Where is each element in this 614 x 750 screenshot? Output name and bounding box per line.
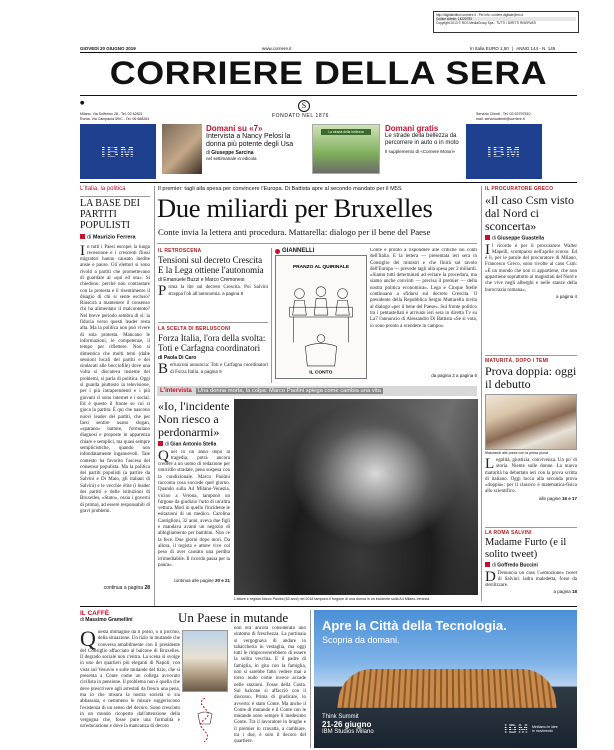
promo-seven-photo: [162, 124, 202, 174]
ibm-city-brand-sub: Mettiamo le idee in movimento: [532, 725, 558, 733]
ibm-city-building: [337, 669, 556, 708]
intervista-dropcap: Q: [158, 449, 169, 464]
editorial-left-author: Maurizio Ferrera: [92, 234, 136, 241]
intervista-photo-caption: L'attore e regista Marco Paolini (63 anni) nel 2018 tamponò il furgone di una donna in un incidente sulla A4 Milano-Venezia: [234, 597, 430, 601]
caffe-col2: non era ancora considerata uno sintomo di freschezza. La portinaia si vergognava di andare in tabaccheria in vestaglia, ma oggi tutti le rimprovererebbero di essere la solita vecchia. E il padre di famiglia, in gita con la famiglia, non si sarebbe fatto vedere mai a torso nudo come invece accade nelle stazioni. Fosse della Costa. Sul balcone si affacciò con il discorso. Prima di giudicare, lo avverto: è stato Conte. Ma anche il Conte di mutande e il Conte con le mutande sono sempre il medesimo Conte. Tra il lavoratore in braghe e il premier in cravatta, a cambiare, tra i due, è solo il decoro del quartiere.: [234, 626, 306, 745]
story-forza[interactable]: [158, 326, 268, 377]
ibm-city-brand: [504, 722, 560, 736]
promo-seven-kicker: Domani su «7»: [206, 124, 263, 133]
ibm-city-sub: Scopria da domani.: [322, 635, 400, 645]
story-furto-title: Madame Furto (e il solito tweet): [485, 537, 567, 560]
promo-motori-photo: [312, 124, 380, 174]
editorial-left-by: di: [87, 234, 92, 241]
masthead-website[interactable]: www.corriere.it: [262, 46, 292, 51]
story-csm-dropcap: I: [485, 241, 490, 258]
promo-motori-note: Il supplemento di «Corriere Motori»: [385, 149, 456, 154]
ibm-ad-right[interactable]: [466, 124, 542, 179]
story-furto-by: di: [492, 562, 496, 569]
address-left-1: Milano, Via Solferino 28 - Tel. 02 62821: [80, 112, 143, 116]
address-left: [80, 112, 149, 122]
ibm-logo-right: IBM: [486, 141, 522, 161]
cartoon-drawing: [275, 255, 367, 379]
editorial-left-page[interactable]: 28: [144, 584, 150, 591]
promo-motori-sign: La strada della bellezza: [321, 129, 371, 135]
editorial-left-title: LA BASE DEI PARTITI POPULISTI: [80, 198, 140, 231]
story-csm-by: di: [492, 235, 496, 242]
story-maturita-pages[interactable]: 16 e 17: [561, 495, 577, 501]
lead-kicker: Il premier: tagli alla spesa per convincere l'Europa. Di Battista apre al secondo mandato per il M5S: [158, 186, 402, 192]
ibm-city-ad[interactable]: [314, 610, 577, 748]
lead-body-page[interactable]: da pagina 2 a pagina 6: [431, 373, 477, 378]
ibm-city-headline: Apre la Città della Tecnologia.: [322, 618, 507, 633]
story-csm-author: Giuseppe Guastella: [497, 235, 544, 242]
story-forza-byline: di Paola Di Caro: [158, 355, 197, 361]
price-text: In Italia EURO 1,50: [470, 46, 509, 51]
ibm-city-event-dates: 21-26 giugno: [322, 720, 372, 729]
editorial-left: [80, 186, 150, 591]
intervista-body: uel in un anno dopo la tragedia, potrà ancora credere a un uomo di redazione per omicidio stradale, pena sospesa con la condizionale. Marco Paolini racconta cosa succede quel giorno. Quando sulla A4 Milano-Venezia, vicino a Verona, tamponò un furgone da giudizio l'urto di un'altra vettura. Morì in quello l'incidente le esitazioni di un medico. Carolina Castiglioni, 32 anni, aveva due figli e mandava avanti un negozio di abbigliamento per bambini. Non ce la fece. Due giorni dopo morì. Da allora, il regista e attore vive col peso di aver causato una perdita irrimediabile. Il ricordo passa per la paura».: [158, 449, 230, 568]
ibm-city-event: [322, 714, 374, 735]
story-furto-body: Denuncia un caso l'«emozione» tweet di Salvini: ladra maledetta, forse da sterilizzare.: [485, 570, 577, 589]
cartoon-caption-top: PRANZO AL QUIRINALE: [292, 265, 350, 271]
story-maturita-caption: Maturandi alle prese con la prima prova: [485, 451, 549, 455]
story-csm-page[interactable]: a pagina 4: [555, 293, 577, 299]
story-maturita-title: Prova doppia: oggi il debutto: [485, 364, 577, 391]
ibm-ad-left[interactable]: [80, 124, 156, 179]
story-retroscena-section: IL RETROSCENA: [158, 248, 202, 254]
badge-line-3: Copyright 2013 © RCS MediaGroup Spa - TUTTI I DIRITTI RISERVATI: [436, 21, 537, 25]
address-right-2: mail: servizioclienti@corriere.it: [476, 117, 525, 121]
editorial-left-dropcap: I: [80, 242, 85, 259]
story-csm-body: l ricordo è per il procuratore Walter Mapelli, scomparso nell'aprile scorso. Ed è lì, per le parole del procuratore di Milano, Francesco Greco, sono rivolte al caso Csm: «È un mondo che non ci appartiene, che non appartiene soprattutto ai magistrati del Nord e che vive negli alberghi e nelle stanze della burocrazia romana».: [485, 243, 577, 293]
story-retroscena-dropcap: P: [158, 283, 167, 299]
price: In Italia EURO 1,50 | ANNO 144 - N. 145: [470, 46, 556, 51]
editorial-left-text: n tutti i Paesi europei la lunga recessione e i crescenti flussi migratori hanno causato inedite ansie e paure. Gli elettori si sono rivolti a partiti che promettevano di guardare al «qui ed ora». Si chiedono: perché non contrastare con la protesta e il risentimento il disagio di chi si sente escluso? Riuscirà a mantenere il consenso chi ha alimentato il malcontento? Nel breve periodo sembra di sì: la fiducia verso questi leader resta alta. Ma la politica non può vivere di sola protesta. Mancano le informazioni, le competenze, il tempo per riflettere. Non si dimentica che molti temi (dalle sessioni locali del partiti e dei sindacati alle bocciofile) dove una volta si discuteva insieme dei problemi, si parla di politica. Oggi si guarda piuttosto la televisione, per i più intraprendenti e i più giovani ci sono internet e i social. Ed è questo il fronte su cui si gioca la partita. È qui che nascono nuovi leader dei partiti, che per farsi sentire usano slogan, «sparano» battute, formulano diagnosi e proposte in apparenza chiare e semplici, ma quasi sempre semplicistiche, quando non infondatamente ingannevoli. Tale contesto ha favorito l'ascesa del consenso populista. Ma la politica dei partiti populisti (a partire da Salvini e Di Maio, gli italiani di Salvini) e le vecchie élite (i leader dei partiti e delle istituzioni di Bruxelles, «Stato», ossia i governi di prima), ad essere responsabili di gravi problemi.: [80, 244, 150, 514]
promo-motori[interactable]: [312, 124, 462, 176]
lead-body: [370, 248, 477, 378]
ibm-city-event-place: IBM Studios Milano: [322, 729, 374, 735]
masthead-emblem: S: [298, 100, 310, 112]
intervista-photo: [234, 399, 478, 595]
csm-author-icon: [485, 235, 490, 240]
intervista-strap: Una donna morta, la colpa: Marco Paolini spiega come cambia una vita: [197, 388, 381, 394]
story-maturita-body: egalità, giustizia, convivenza. Un po' di storia. Niente sulle donne. La nuova maturità ha debuttato ieri con la prova scritta di italiano. Oggi tocca alla seconda prova «doppia»: per il classico è matematica-fisica allo scientifico.: [485, 458, 577, 495]
address-right: [476, 112, 530, 122]
intervista-author: Gian Antonio Stella: [170, 441, 217, 448]
address-right-1: Servizio Clienti - Tel. 02 63797510: [476, 112, 531, 116]
promo-seven-text: Intervista a Nancy Pelosi la donna più potente degli Usa: [206, 133, 294, 148]
intervista-kicker: L'intervista: [160, 388, 192, 394]
masthead-title: CORRIERE DELLA SERA: [109, 55, 548, 91]
story-forza-page: a pagina 9: [200, 369, 222, 375]
editorial-left-continue: continua a pagina: [103, 584, 144, 591]
caffe-section: IL CAFFÈ: [80, 610, 110, 617]
story-csm-section: IL PROCURATORE GRECO: [485, 186, 554, 192]
story-furto-page: a pagina: [553, 589, 571, 595]
ibm-city-logo: IBM: [504, 722, 529, 736]
intervista-page: continua alle pagine: [173, 577, 214, 583]
caffe-title[interactable]: Un Paese in mutande: [178, 610, 289, 625]
story-retroscena-page: a pagina 8: [222, 291, 244, 297]
story-maturita[interactable]: [485, 358, 577, 501]
story-maturita-dropcap: L: [485, 456, 495, 472]
caffe-illustration: [182, 694, 228, 746]
address-left-2: Roma, Via Campania 59/C - Tel. 06 688281: [80, 117, 150, 121]
caffe-col1: [80, 630, 180, 748]
promo-motori-text: Le strade della bellezza da percorrere in auto o in moto: [385, 133, 459, 146]
story-retroscena-body: rima la lite sul decreto Crescita. Poi Salvini strappa l'ok all'autonomia.: [168, 285, 268, 298]
promo-seven[interactable]: [162, 124, 308, 176]
founded: FONDATO NEL 1876: [272, 113, 330, 119]
masthead-dot-icon: ●: [80, 100, 85, 106]
author-square-icon: [80, 234, 85, 239]
story-maturita-page: alle pagine: [538, 495, 561, 501]
story-retroscena-title: Tensioni sul decreto Crescita E la Lega ottiene l'autonomia: [158, 255, 264, 275]
badge-line-2: Codice cliente: 14220790: [436, 17, 576, 21]
promo-motori-kicker: Domani gratis: [385, 124, 439, 133]
story-forza-title: Forza Italia, l'ora della svolta: Toti e Carfagna coordinatori: [158, 333, 266, 353]
promo-seven-by: di: [206, 150, 210, 156]
furto-author-icon: [485, 562, 490, 567]
story-furto-author: Goffredo Buccini: [497, 562, 538, 569]
digital-edition-badge: [433, 11, 579, 33]
story-furto[interactable]: [485, 530, 577, 594]
caffe-dropcap: Q: [80, 630, 96, 651]
intervista-bar: [157, 386, 477, 396]
story-retroscena-byline: di Emanuele Buzzi e Marco Cremonesi: [158, 277, 245, 283]
badge-line-1: http://digitaledition.corriere.it - Per info: corriere.digitale@rcs.it: [436, 13, 524, 17]
lead-body-text: Conte è pronto a rispondere alle critiche sui conti dell'Italia. E la lettera — presentata ieri sera in Consiglio dei ministri e che finirà sul tavolo dell'Europa — prevede tagli alla spesa per 2 miliardi. «Siamo tutti determinati ad evitare la procedura, ma siamo anche convinti — precisa il premier — della nostra politica economica». Lega e Cinque Stelle continuano a sfidarsi sul decreto Crescita. Il presidente della Repubblica Sergio Mattarella invita al dialogo «per il bene del Paese». Sul fronte politico tra i pentastellati è arrivato ieri sera in diretta Tv su La7 l'annuncio di Alessandro Di Battista «Se si vota, io sono pronto a scendere in campo».: [370, 248, 477, 329]
masthead-date: GIOVEDÌ 20 GIUGNO 2019: [80, 46, 136, 51]
cartoon-dot-icon: [275, 249, 280, 254]
story-forza-section: LA SCELTA DI BERLUSCONI: [158, 326, 231, 332]
story-maturita-photo: [485, 394, 577, 450]
ibm-city-event-name: Think Summit: [322, 714, 359, 720]
story-furto-pagenum[interactable]: 18: [571, 589, 577, 595]
promo-seven-author: Giuseppe Sarcina: [211, 150, 254, 156]
story-csm[interactable]: [485, 186, 577, 299]
story-furto-section: LA ROMA SALVINI: [485, 530, 532, 536]
story-forza-dropcap: B: [158, 361, 169, 377]
story-csm-title: «Il caso Csm visto dal Nord ci sconcerta»: [485, 193, 574, 233]
cartoon: [275, 248, 367, 382]
lead-headline[interactable]: Due miliardi per Bruxelles: [157, 193, 433, 223]
caffe-col1-text: uesta immagine dà il polso, o il picchio, della situazione. Un tizio in mutande che conversa amabilmente con il presidente del Consiglio affacciato al balcone di Bruxelles. Il degrado sociale non c'entra. La scena si svolge in uno dei quartieri più eleganti di Napoli, con vista sul Vesuvio e sulle mutande del tizio, che si presenta a Conte come un collega avvocato civilista in pensione. Il problema non è quella che deve prescrivere agli arrestati da fresco una pena, ma in che misura la nostra società si sia abbassata, e nemmeno le misure suggeriscono l'esistenza di un senso del decoro. Sono cresciuto in un mondo ricoperto dall'attenzione della vergogna che, fosse pure una formalità e un'educazione e dove la mancanza di decoro: [80, 630, 180, 730]
intervista-title: «Io, l'incidente Non riesco a perdonarmi»: [158, 399, 230, 439]
editorial-left-section: L'Italia, la politica: [80, 186, 126, 192]
caffe-photo: [182, 630, 228, 692]
ibm-logo-left: IBM: [100, 141, 136, 161]
promo-seven-note: nel settimanale in edicola: [206, 156, 257, 161]
caffe-author: Massimo Gramellini: [85, 617, 133, 623]
caffe-by: di: [80, 617, 84, 623]
editorial-left-body: [80, 243, 150, 583]
intervista-by: di: [165, 441, 169, 448]
story-furto-dropcap: D: [485, 568, 496, 585]
lead-subtitle: Conte invia la lettera anti procedura. Mattarella: dialogo per il bene del Paese: [158, 227, 431, 237]
issue-number: ANNO 144 - N. 145: [516, 46, 556, 51]
story-retroscena[interactable]: [158, 248, 268, 299]
cartoon-caption-bottom: IL CONTO: [309, 370, 333, 376]
story-maturita-section: MATURITÀ, DOPO I TEMI: [485, 358, 549, 364]
cartoon-label: GIANNELLI: [282, 248, 315, 254]
story-forza-body: erlusconi annuncia: Toti e Carfagna coordinatori di Forza Italia.: [170, 363, 268, 376]
intervista-author-icon: [158, 441, 163, 446]
intervista-text[interactable]: [158, 400, 230, 583]
intervista-pagenums[interactable]: 20 e 21: [214, 577, 230, 583]
